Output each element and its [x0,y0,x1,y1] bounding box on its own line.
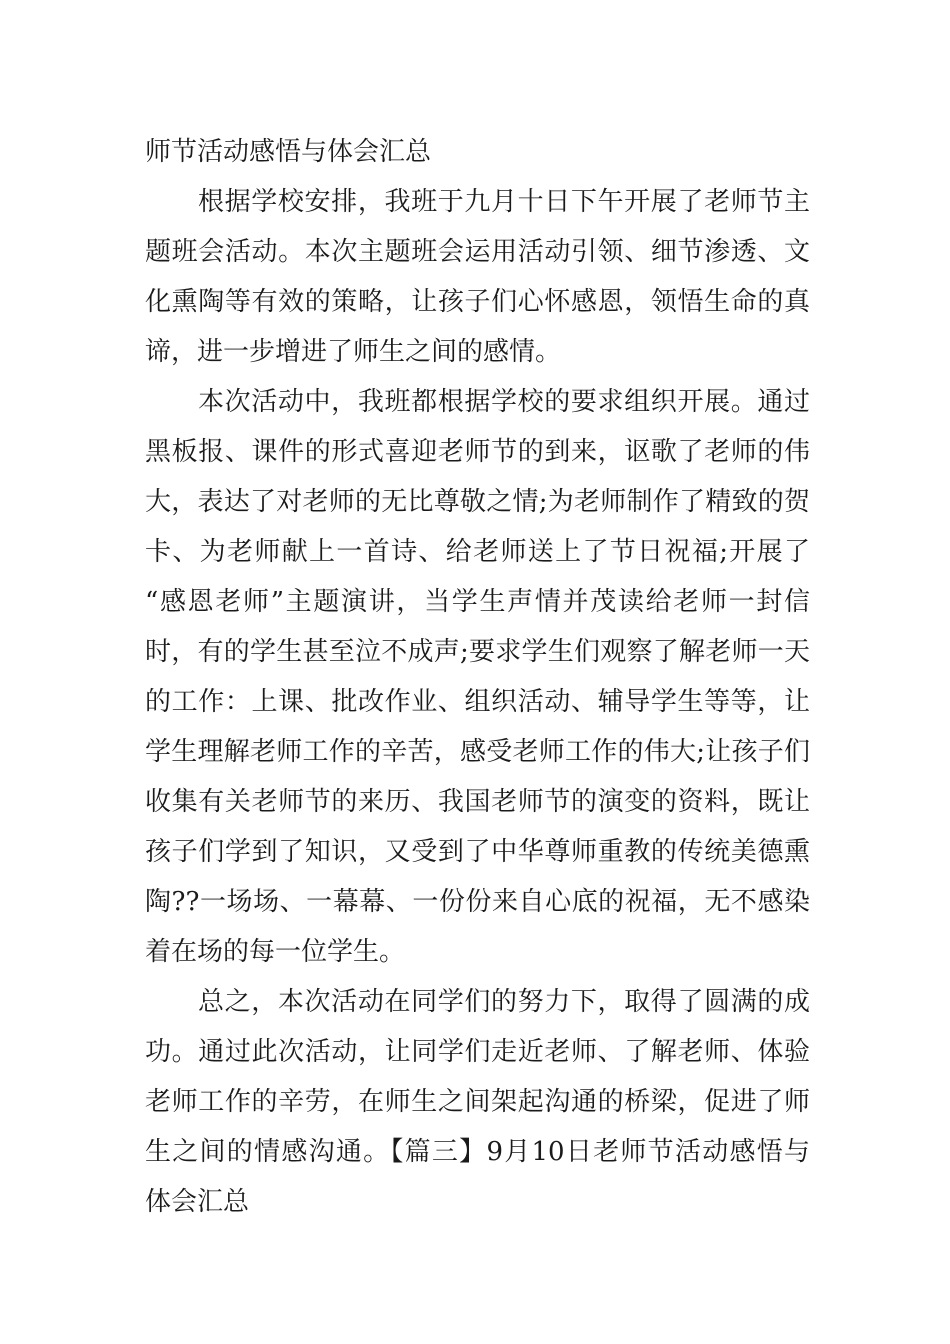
paragraph-line: 生之间的情感沟通。【篇三】9月10日老师节活动感悟与 [145,1137,810,1167]
title-line: 师节活动感悟与体会汇总 [145,137,432,167]
paragraph-line: 陶??一场场、一幕幕、一份份来自心底的祝福，无不感染 [145,887,810,917]
paragraph-1 [145,177,810,377]
paragraph-line: 体会汇总 [145,1187,250,1217]
paragraph-line: 谛，进一步增进了师生之间的感情。 [145,337,562,367]
paragraph-line: 题班会活动。本次主题班会运用活动引领、细节渗透、文 [145,237,810,267]
paragraph-3 [145,977,810,1227]
paragraph-line: 功。通过此次活动，让同学们走近老师、了解老师、体验 [145,1037,810,1067]
paragraph-line: 卡、为老师献上一首诗、给老师送上了节日祝福;开展了 [145,537,810,567]
paragraph-line: 孩子们学到了知识，又受到了中华尊师重教的传统美德熏 [145,837,810,867]
paragraph-line: 收集有关老师节的来历、我国老师节的演变的资料，既让 [145,787,810,817]
paragraph-line: 老师工作的辛劳，在师生之间架起沟通的桥梁，促进了师 [145,1087,810,1117]
paragraph-line: 着在场的每一位学生。 [145,937,406,967]
paragraph-line: 学生理解老师工作的辛苦，感受老师工作的伟大;让孩子们 [145,737,810,767]
paragraph-line: 总之，本次活动在同学们的努力下，取得了圆满的成 [198,987,810,1017]
paragraph-2 [145,377,810,977]
paragraph-line: 本次活动中，我班都根据学校的要求组织开展。通过 [198,387,810,417]
paragraph-line: 大，表达了对老师的无比尊敬之情;为老师制作了精致的贺 [145,487,810,517]
paragraph-line: 时，有的学生甚至泣不成声;要求学生们观察了解老师一天 [145,637,810,667]
paragraph-line: “感恩老师”主题演讲，当学生声情并茂读给老师一封信 [145,587,810,617]
paragraph-line: 化熏陶等有效的策略，让孩子们心怀感恩，领悟生命的真 [145,287,810,317]
paragraph-line: 的工作：上课、批改作业、组织活动、辅导学生等等，让 [145,687,810,717]
paragraph-line: 根据学校安排，我班于九月十日下午开展了老师节主 [198,187,810,217]
document-body [145,127,810,1227]
paragraph-line: 黑板报、课件的形式喜迎老师节的到来，讴歌了老师的伟 [145,437,810,467]
